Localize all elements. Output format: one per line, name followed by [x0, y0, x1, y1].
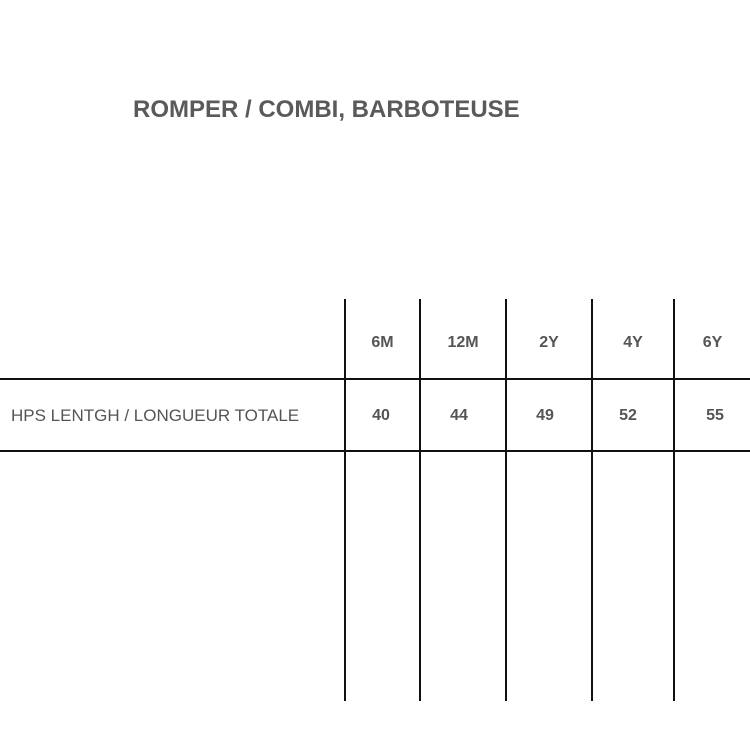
- table-cell: 44: [450, 407, 468, 424]
- column-divider: [419, 299, 421, 701]
- column-header-2y: 2Y: [539, 334, 559, 351]
- table-cell: 40: [372, 407, 390, 424]
- column-header-6m: 6M: [371, 334, 394, 351]
- column-divider: [344, 299, 346, 701]
- column-header-12m: 12M: [447, 334, 479, 351]
- column-header-4y: 4Y: [623, 334, 643, 351]
- column-divider: [505, 299, 507, 701]
- table-cell: 55: [706, 407, 724, 424]
- table-cell: 52: [619, 407, 637, 424]
- column-divider: [591, 299, 593, 701]
- page-title: ROMPER / COMBI, BARBOTEUSE: [133, 96, 520, 123]
- column-header-6y: 6Y: [702, 334, 723, 351]
- row-bottom-rule: [0, 450, 750, 452]
- row-label-hps-length: HPS LENTGH / LONGUEUR TOTALE: [11, 406, 300, 425]
- column-divider: [673, 299, 675, 701]
- table-cell: 49: [536, 407, 554, 424]
- header-bottom-rule: [0, 378, 750, 380]
